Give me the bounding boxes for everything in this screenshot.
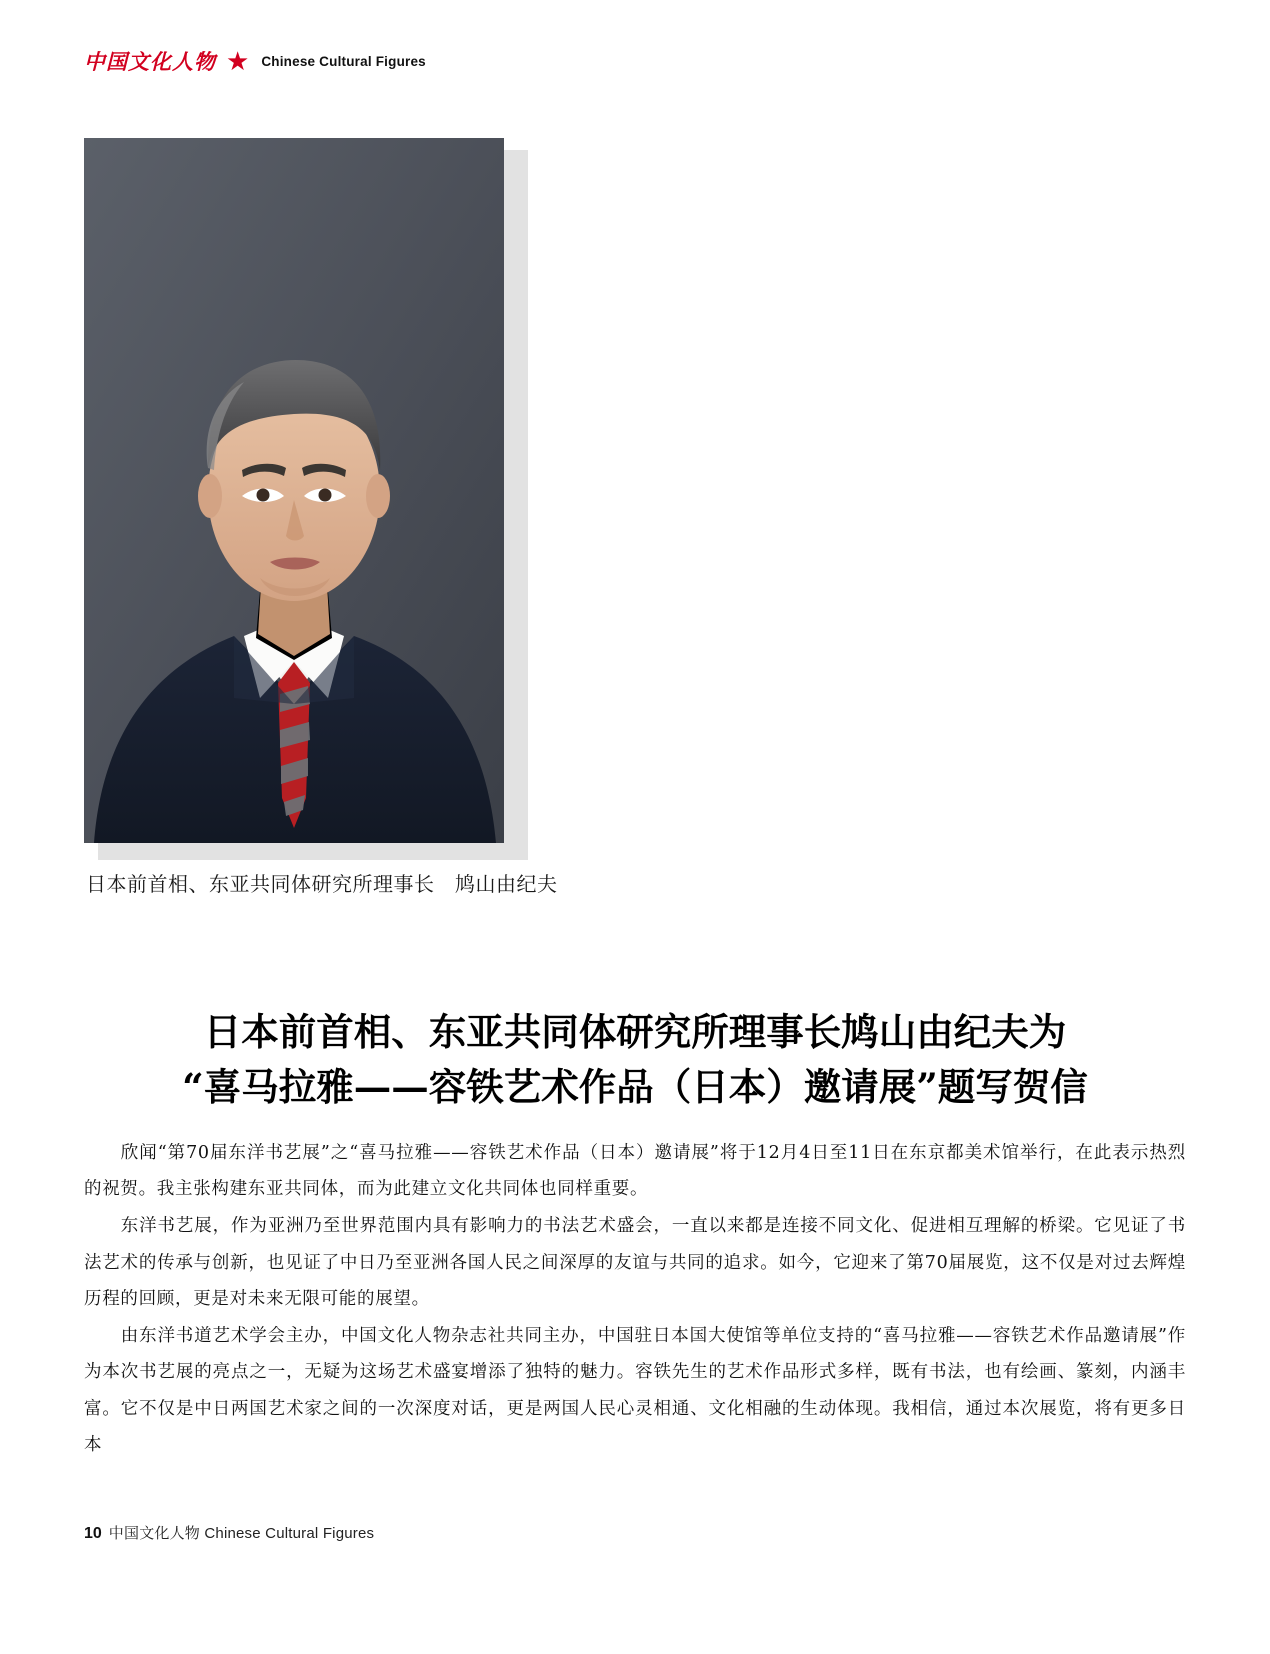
page-title	[84, 1005, 1186, 1114]
page-footer	[84, 1522, 374, 1543]
body-paragraph: 东洋书艺展，作为亚洲乃至世界范围内具有影响力的书法艺术盛会，一直以来都是连接不同文化、促进相互理解的桥梁。它见证了书法艺术的传承与创新，也见证了中日乃至亚洲各国人民之间深厚的友谊与共同的追求。如今，它迎来了第70届展览，这不仅是对过去辉煌历程的回顾，更是对未来无限可能的展望。	[84, 1216, 1186, 1309]
headline-line-2: “喜马拉雅——容铁艺术作品（日本）邀请展”题写贺信	[182, 1064, 1088, 1109]
article-body	[84, 1135, 1186, 1464]
portrait-figure	[84, 138, 514, 848]
masthead-en-title: Chinese Cultural Figures	[261, 53, 426, 69]
portrait-illustration	[84, 138, 504, 843]
body-paragraph: 由东洋书道艺术学会主办，中国文化人物杂志社共同主办，中国驻日本国大使馆等单位支持的“喜马拉雅——容铁艺术作品邀请展”作为本次书艺展的亮点之一，无疑为这场艺术盛宴增添了独特的魅力。容铁先生的艺术作品形式多样，既有书法，也有绘画、篆刻，内涵丰富。它不仅是中日两国艺术家之间的一次深度对话，更是两国人民心灵相通、文化相融的生动体现。我相信，通过本次展览，将有更多日本	[84, 1326, 1186, 1455]
headline-line-1: 日本前首相、东亚共同体研究所理事长鸠山由纪夫为	[203, 1010, 1067, 1055]
masthead-cn-title: 中国文化人物	[84, 49, 216, 74]
masthead	[84, 46, 426, 76]
photo-caption: 日本前首相、东亚共同体研究所理事长 鸠山由纪夫	[86, 874, 558, 896]
body-paragraph: 欣闻“第70届东洋书艺展”之“喜马拉雅——容铁艺术作品（日本）邀请展”将于12月4日至11日在东京都美术馆举行，在此表示热烈的祝贺。我主张构建东亚共同体，而为此建立文化共同体也同样重要。	[84, 1143, 1186, 1200]
star-icon: ★	[226, 46, 250, 76]
portrait-photo	[84, 138, 504, 843]
page-number: 10	[84, 1525, 102, 1542]
footer-publication-name: 中国文化人物 Chinese Cultural Figures	[108, 1525, 375, 1542]
